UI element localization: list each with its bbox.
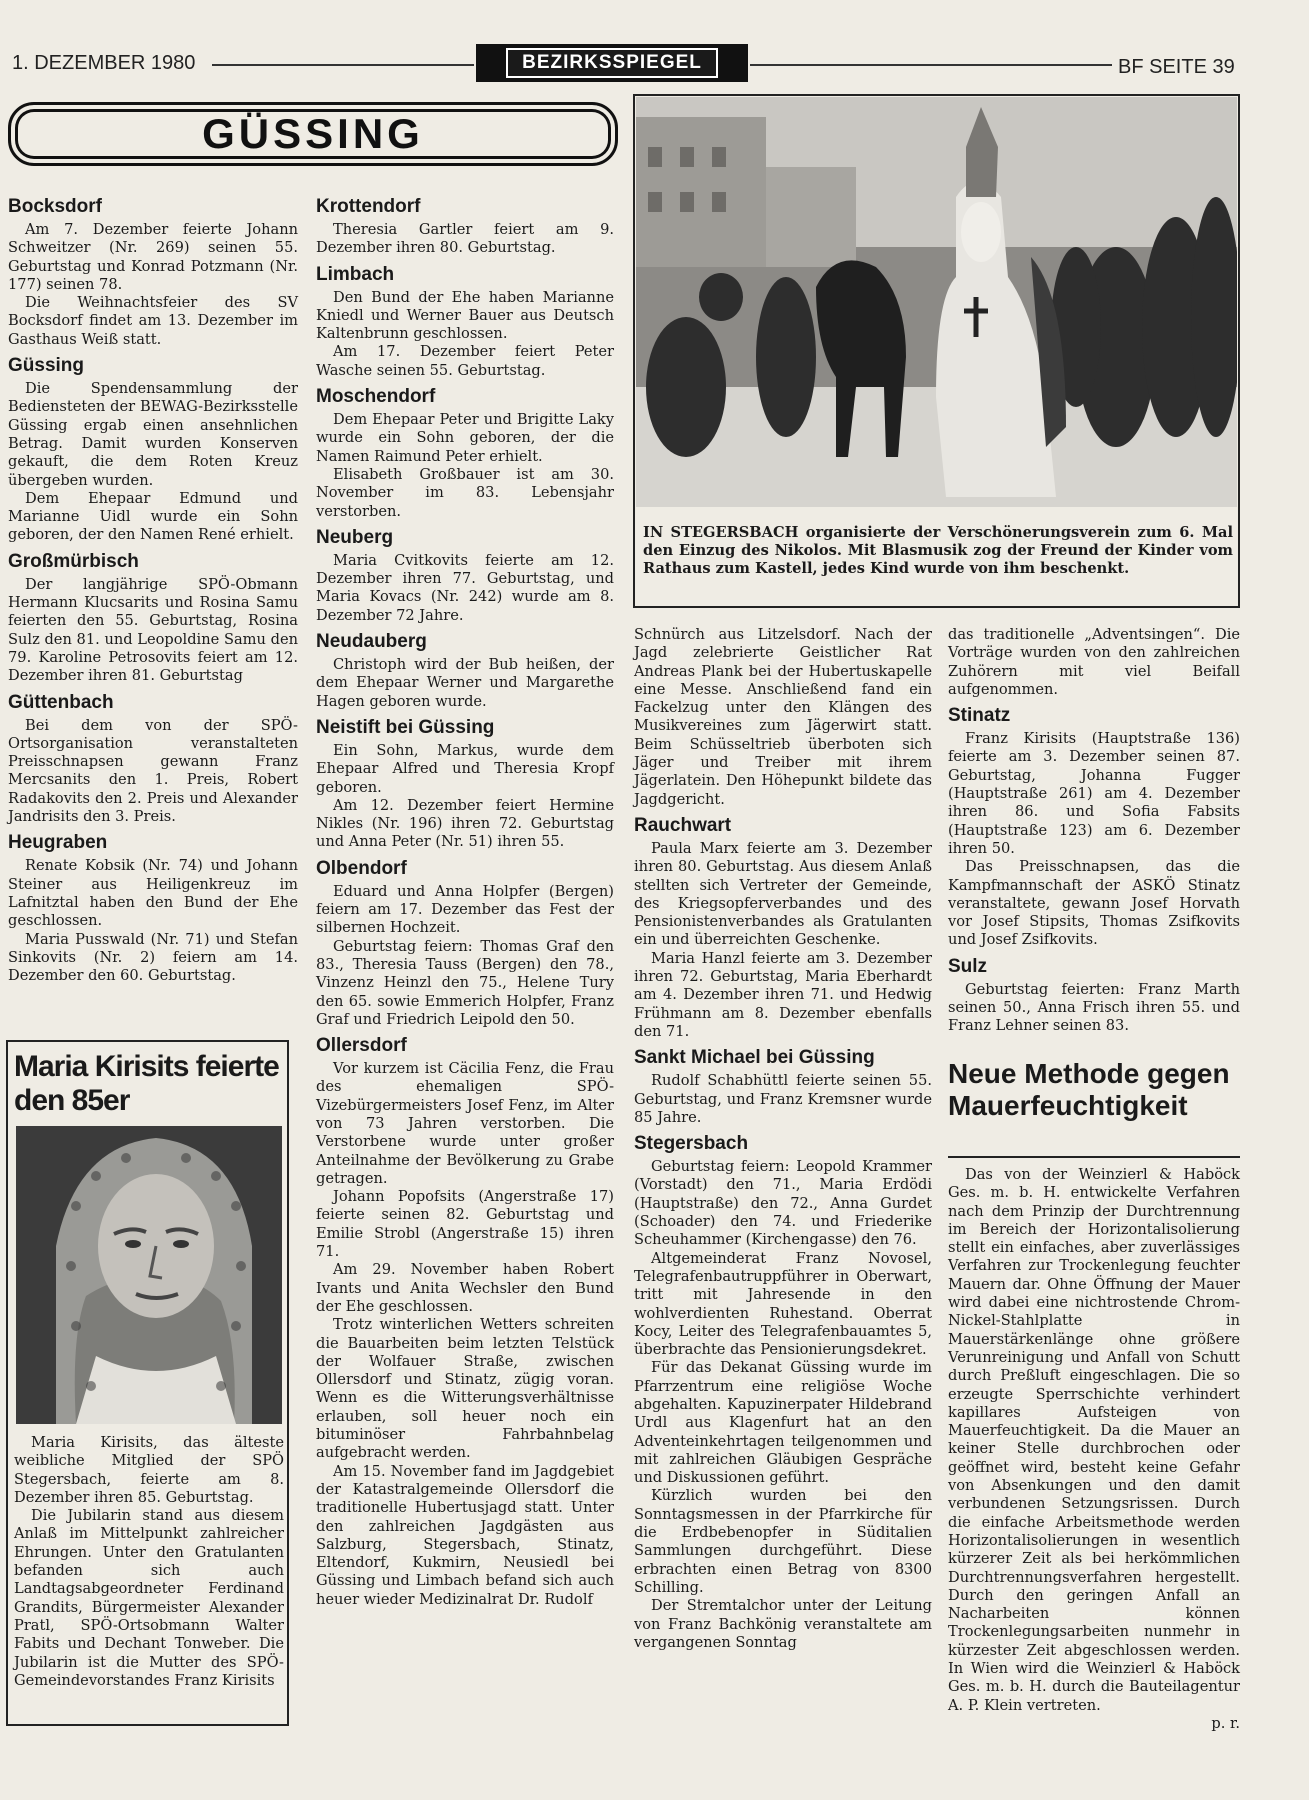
header-rule-left (212, 64, 474, 66)
column-2 (316, 190, 614, 1609)
paragraph: Schnürch aus Litzelsdorf. Nach der Jagd zelebrierte Geistlicher Rat Andreas Plank bei der Hubertuskapelle eine Messe. Anschließend fand ein Fackelzug unter den Klängen des Musikvereines zum Jägerwirt statt. Beim Schüsseltrieb überboten sich Jäger und Treiber mit ihrem Jägerlatein. Den Höhepunkt bildete das Jagdgericht. (634, 626, 932, 808)
paragraph: Die Spendensammlung der Bediensteten der BEWAG-Bezirksstelle Güssing ergab einen ansehnlichen Betrag. Damit wurden Konserven gekauft, die dem Roten Kreuz übergeben wurden. (8, 380, 298, 489)
section-heading: Olbendorf (316, 857, 407, 879)
section-heading: Güssing (8, 355, 85, 377)
section-heading: Sulz (948, 955, 988, 977)
section-heading: Heugraben (8, 832, 108, 854)
kirisits-headline: Maria Kirisits feierte den 85er (14, 1050, 279, 1117)
town-title: GÜSSING (202, 110, 424, 157)
section-heading: Stegersbach (634, 1133, 749, 1155)
paragraph: Geburtstag feiern: Thomas Graf den 83., Theresia Tauss (Bergen) den 78., Vinzenz Heinzl den 75., Helene Tury den 65. sowie Emmerich Holpfer, Franz Graf und Friedrich Leipold den 50. (316, 937, 614, 1028)
section-heading: Ollersdorf (316, 1035, 407, 1057)
kirisits-portrait-photo (16, 1126, 282, 1424)
section-heading: Neudauberg (316, 631, 427, 653)
paragraph: Am 12. Dezember feiert Hermine Nikles (Nr. 196) ihren 72. Geburtstag und Anna Peter (Nr. 51) ihren 55. (316, 796, 614, 851)
paragraph: Das von der Weinzierl & Haböck Ges. m. b. H. entwickelte Verfahren nach dem Prinzip der Durchtrennung im Bereich der Horizontalisolierung stellt ein einfaches, aber zuverlässiges Verfahren zur Trockenlegung feuchter Mauern dar. Ohne Öffnung der Mauer wird dabei eine nichtrostende Chrom-Nickel-Stahlplatte in Mauerstärkenlänge ohne größere Verunreinigung und Anfall von Schutt durch Preßluft eingeschlagen. Die so erzeugte Sperrschichte verhindert kapillares Aufsteigen von Mauerfeuchtigkeit. Da die Mauer an keiner Stelle durchbrochen oder geöffnet wird, besteht keine Gefahr von Absenkungen und den damit verbundenen Setzungsrissen. Durch die einfache Arbeitsmethode werden Horizontalisolierungen in wesentlich kürzerer Zeit als bei herkömmlichen Durchtrennungsverfahren hergestellt. Durch den geringen Anfall an Nacharbeiten können Trockenlegungsarbeiten nunmehr in kürzester Zeit abgeschlossen werden. In Wien wird die Weinzierl & Haböck Ges. m. b. H. durch die Bauteilagentur A. P. Klein vertreten. (948, 1166, 1240, 1714)
section-heading: Moschendorf (316, 386, 436, 408)
paragraph: Der Stremtalchor unter der Leitung von Franz Bachkönig veranstaltete am vergangenen Sonntag (634, 1597, 932, 1651)
nikolo-procession-photo (636, 97, 1237, 507)
paragraph: Am 17. Dezember feiert Peter Wasche seinen 55. Geburtstag. (316, 343, 614, 379)
section-heading: Güttenbach (8, 691, 114, 713)
paragraph: Elisabeth Großbauer ist am 30. November im 83. Lebensjahr verstorben. (316, 465, 614, 520)
article-body (948, 1166, 1240, 1733)
paragraph: Franz Kirisits (Hauptstraße 136) feierte am 3. Dezember seinen 87. Geburtstag, Johanna Fugger (Hauptstraße 261) am 4. Dezember ihren 86. und Sofia Fabsits (Hauptstraße 123) am 6. Dezember ihren 50. (948, 730, 1240, 857)
issue-date: 1. DEZEMBER 1980 (12, 52, 196, 74)
portrait-image (16, 1126, 282, 1424)
column-1 (8, 190, 298, 985)
paragraph: Die Weihnachtsfeier des SV Bocksdorf findet am 13. Dezember im Gasthaus Weiß statt. (8, 294, 298, 348)
paragraph: Bei dem von der SPÖ-Ortsorganisation veranstalteten Preisschnapsen gewann Franz Mercsanits den 1. Preis, Robert Radakovits den 2. Preis und Alexander Jandrisits den 3. Preis. (8, 716, 298, 826)
header-rule-right (750, 64, 1112, 66)
page-number: BF SEITE 39 (1118, 56, 1235, 78)
paragraph: Am 7. Dezember feierte Johann Schweitzer (Nr. 269) seinen 55. Geburtstag und Konrad Potzmann (Nr. 177) seinen 78. (8, 221, 298, 293)
paragraph: Trotz winterlichen Wetters schreiten die Bauarbeiten beim letzten Telstück der Wolfauer Straße, zwischen Ollersdorf und Stinatz, zügig voran. Wenn es die Witterungsverhältnisse erlauben, soll heuer noch ein bituminöser Fahrbahnbelag aufgebracht werden. (316, 1316, 614, 1462)
section-heading: Bocksdorf (8, 196, 102, 217)
section-heading: Stinatz (948, 705, 1011, 727)
paragraph: Dem Ehepaar Edmund und Marianne Uidl wurde ein Sohn geboren, der den Namen René erhielt. (8, 489, 298, 544)
paragraph: Den Bund der Ehe haben Marianne Kniedl und Werner Bauer aus Deutsch Kaltenbrunn geschlossen. (316, 288, 614, 343)
section-label-box (476, 44, 748, 82)
headline-rule (948, 1156, 1240, 1158)
paragraph: Am 15. November fand im Jagdgebiet der Katastralgemeinde Ollersdorf die traditionelle Hubertusjagd statt. Unter den zahlreichen Jagdgästen aus Salzburg, Stegersbach, Stinatz, Eltendorf, Kukmirn, Neusiedl bei Güssing und Limbach befand sich auch heuer wieder Medizinalrat Dr. Rudolf (316, 1462, 614, 1608)
article-headline: Neue Methode gegen Mauerfeuchtigkeit (948, 1058, 1230, 1121)
paragraph: Am 29. November haben Robert Ivants und Anita Wechsler den Bund der Ehe geschlossen. (316, 1261, 614, 1315)
paragraph: Maria Pusswald (Nr. 71) und Stefan Sinkovits (Nr. 2) feiern am 14. Dezember den 60. Geburtstag. (8, 930, 298, 985)
kirisits-text (14, 1434, 284, 1690)
paragraph: Rudolf Schabhüttl feierte seinen 55. Geburtstag, und Franz Kremsner wurde 85 Jahre. (634, 1072, 932, 1126)
section-heading: Limbach (316, 263, 395, 285)
section-heading: Rauchwart (634, 814, 732, 836)
paragraph: Eduard und Anna Holpfer (Bergen) feiern am 17. Dezember das Fest der silbernen Hochzeit. (316, 882, 614, 937)
column-4 (948, 626, 1240, 1036)
paragraph: Der langjährige SPÖ-Obmann Hermann Klucsarits und Rosina Samu feierten den 55. Geburtstag, Rosina Sulz den 81. und Leopoldine Samu den 79. Karoline Petrosovits feiert am 12. Dezember ihren 81. Geburtstag (8, 575, 298, 685)
photo-caption: IN STEGERSBACH organisierte der Verschönerungsverein zum 6. Mal den Einzug des Nikolos. Mit Blasmusik zog der Freund der Kinder vom Rathaus zum Kastell, jedes Kind wurde von ihm beschenkt. (643, 524, 1233, 577)
paragraph: Die Jubilarin stand aus diesem Anlaß im Mittelpunkt zahlreicher Ehrungen. Unter den Gratulanten befanden sich auch Landtagsabgeordneter Ferdinand Grandits, Bürgermeister Alexander Pratl, SPÖ-Ortsobmann Walter Fabits und Dechant Tonweber. Die Jubilarin ist die Mutter des SPÖ-Gemeindevorstandes Franz Kirisits (14, 1507, 284, 1689)
section-heading: Krottendorf (316, 196, 421, 217)
paragraph: Geburtstag feierten: Franz Marth seinen 50., Anna Frisch ihren 55. und Franz Lehner seinen 83. (948, 980, 1240, 1035)
town-banner (8, 102, 618, 166)
paragraph: Maria Kirisits, das älteste weibliche Mitglied der SPÖ Stegersbach, feierte am 8. Dezember ihren 85. Geburtstag. (14, 1434, 284, 1506)
section-heading: Sankt Michael bei Güssing (634, 1047, 875, 1069)
procession-image (636, 97, 1237, 507)
paragraph: Geburtstag feiern: Leopold Krammer (Vorstadt) den 71., Maria Erdödi (Hauptstraße) den 72., Anna Gurdet (Schoader) den 74. und Friederike Scheuhammer (Kirchengasse) den 76. (634, 1158, 932, 1249)
paragraph: Theresia Gartler feiert am 9. Dezember ihren 80. Geburtstag. (316, 221, 614, 257)
section-label: BEZIRKSSPIEGEL (506, 48, 718, 78)
paragraph: Altgemeinderat Franz Novosel, Telegrafenbautruppführer in Oberwart, tritt mit Jahresende in den wohlverdienten Ruhestand. Oberrat Kocy, Leiter des Telegrafenbauamtes 5, überbrachte das Pensionierungsdekret. (634, 1249, 932, 1359)
article-signature: p. r. (1211, 1714, 1240, 1732)
paragraph: Vor kurzem ist Cäcilia Fenz, die Frau des ehemaligen SPÖ-Vizebürgermeisters Josef Fenz, im Alter von 73 Jahren verstorben. Die Verstorbene wurde unter großer Anteilnahme der Bevölkerung zu Grabe getragen. (316, 1060, 614, 1187)
paragraph: Paula Marx feierte am 3. Dezember ihren 80. Geburtstag. Aus diesem Anlaß stellten sich Vertreter der Gemeinde, des Kriegsopferverbandes und des Pensionistenverbandes als Gratulanten ein und überreichten Geschenke. (634, 839, 932, 949)
paragraph: Maria Cvitkovits feierte am 12. Dezember ihren 77. Geburtstag, und Maria Kovacs (Nr. 242) wurde am 8. Dezember 72 Jahre. (316, 551, 614, 624)
paragraph: Für das Dekanat Güssing wurde im Pfarrzentrum eine religiöse Woche abgehalten. Kapuzinerpater Hildebrand Urdl aus Klagenfurt hat an den Adventeinkehrtagen teilgenommen und mit zahlreichen Gläubigen Gespräche und Diskussionen geführt. (634, 1359, 932, 1487)
paragraph: Dem Ehepaar Peter und Brigitte Laky wurde ein Sohn geboren, der die Namen Raimund Peter erhielt. (316, 411, 614, 465)
paragraph: Kürzlich wurden bei den Sonntagsmessen in der Pfarrkirche für die Erdbebenopfer in Süditalien Sammlungen durchgeführt. Diese erbrachten einen Betrag von 8300 Schilling. (634, 1487, 932, 1596)
section-heading: Großmürbisch (8, 550, 139, 572)
paragraph: Christoph wird der Bub heißen, der dem Ehepaar Werner und Margarethe Hagen geboren wurde. (316, 656, 614, 710)
section-heading: Neuberg (316, 526, 394, 548)
paragraph: Das Preisschnapsen, das die Kampfmannschaft der ASKÖ Stinatz veranstaltete, gewann Josef Horvath vor Josef Stipsits, Thomas Zsifkovits und Josef Zsifkovits. (948, 858, 1240, 949)
paragraph: Ein Sohn, Markus, wurde dem Ehepaar Alfred und Theresia Kropf geboren. (316, 741, 614, 796)
paragraph: das traditionelle „Adventsingen“. Die Vorträge wurden von den zahlreichen Zuhörern mit viel Beifall aufgenommen. (948, 626, 1240, 698)
paragraph: Renate Kobsik (Nr. 74) und Johann Steiner aus Heiligenkreuz im Lafnitztal haben den Bund der Ehe geschlossen. (8, 857, 298, 930)
paragraph: Johann Popofsits (Angerstraße 17) feierte seinen 82. Geburtstag und Emilie Strobl (Angerstraße 15) ihren 71. (316, 1188, 614, 1261)
paragraph: Maria Hanzl feierte am 3. Dezember ihren 72. Geburtstag, Maria Eberhardt am 4. Dezember ihren 71. und Hedwig Frühmann am 8. Dezember ebenfalls den 71. (634, 949, 932, 1040)
section-heading: Neistift bei Güssing (316, 716, 495, 738)
column-3 (634, 626, 932, 1652)
